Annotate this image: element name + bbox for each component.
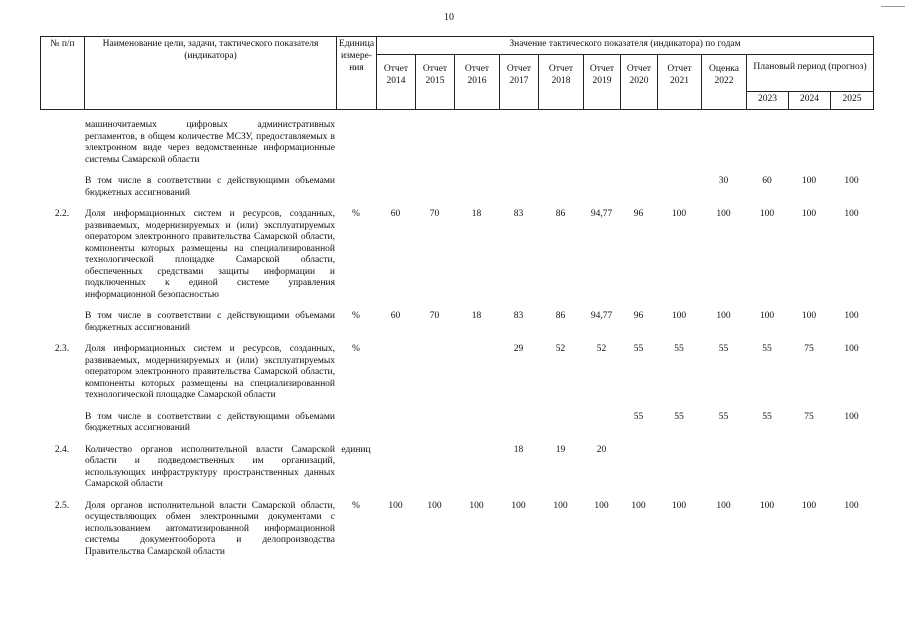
row-gap-cell [40, 491, 873, 501]
header-year-7 [658, 55, 702, 110]
row-value: 55 [674, 344, 684, 354]
row-name: машиночитаемых цифровых административных регламентов, в общем количестве МСЗУ, предоставляемых в электронном виде через ведомственные информационные системы Самарской области [85, 120, 335, 165]
header-num: № п/п [41, 37, 85, 110]
row-unit [336, 120, 376, 166]
header-plan-year-2: 2025 [831, 92, 874, 110]
row-value: 55 [633, 411, 644, 422]
row-name: Доля органов исполнительной власти Самарской области, осуществляющих обмен электронными документами с использованием автоматизированной информационной системы документооборота и делопроизводства Правительства Самарской области [85, 500, 335, 557]
row-unit: единиц [341, 444, 371, 455]
row-value [583, 120, 620, 166]
header-year-1 [416, 55, 455, 110]
indicator-table-header [40, 36, 874, 110]
row-value: 100 [594, 500, 609, 511]
row-number: 2.3. [54, 344, 70, 354]
row-value: 19 [555, 444, 566, 455]
row-value: 83 [513, 209, 524, 219]
row-value: 60 [390, 209, 401, 219]
row-gap-cell [40, 334, 873, 344]
row-value [538, 412, 583, 435]
row-unit: % [352, 500, 360, 511]
row-value: 75 [804, 344, 814, 354]
row-value: 100 [716, 500, 731, 511]
header-plan-year-1: 2024 [789, 92, 831, 110]
row-value: 55 [762, 344, 772, 354]
header-year-6 [621, 55, 658, 110]
row-value [746, 445, 788, 491]
row-value: 18 [513, 444, 524, 455]
header-year-0 [377, 55, 416, 110]
row-value [620, 120, 657, 166]
page-edge-line [881, 6, 905, 7]
row-unit: % [352, 311, 360, 321]
row-value [454, 445, 499, 491]
row-value [499, 120, 538, 166]
header-year-value: 2015 [425, 76, 445, 86]
table-row [40, 120, 873, 166]
row-value: 55 [718, 411, 729, 422]
row-value: 18 [471, 209, 482, 219]
header-year-value: 2019 [592, 76, 612, 86]
row-value: 70 [429, 209, 440, 219]
row-number [40, 176, 84, 199]
row-value [376, 412, 415, 435]
header-plan: Плановый период (прогноз) [747, 55, 874, 92]
row-value: 96 [633, 209, 644, 219]
row-value: 100 [427, 500, 442, 511]
row-value: 100 [844, 209, 859, 219]
row-value: 20 [596, 444, 607, 455]
row-value: 100 [801, 500, 817, 511]
row-value [376, 344, 415, 402]
row-value: 100 [671, 209, 687, 219]
row-value [415, 344, 454, 402]
row-value: 55 [633, 344, 644, 354]
table-row [40, 501, 873, 559]
header-year-value: 2021 [670, 76, 689, 86]
row-value: 96 [633, 311, 644, 321]
header-year-8 [702, 55, 747, 110]
table-row [40, 311, 873, 334]
row-name: В том числе в соответствии с действующими объемами бюджетных ассигнований [85, 176, 335, 198]
row-gap [40, 166, 873, 176]
row-value [657, 120, 701, 166]
table-row [40, 176, 873, 199]
row-value: 100 [716, 209, 731, 219]
row-gap [40, 402, 873, 412]
row-value: 60 [762, 176, 772, 186]
row-gap-cell [40, 301, 873, 311]
row-value: 52 [596, 344, 607, 354]
indicator-table-body [40, 120, 873, 558]
row-unit: % [352, 344, 360, 354]
header-year-label: Оценка [709, 64, 739, 74]
row-value: 100 [844, 500, 859, 511]
row-value [415, 412, 454, 435]
row-value: 100 [671, 311, 687, 321]
row-value: 55 [762, 411, 772, 422]
header-year-value: 2016 [467, 76, 487, 86]
header-year-value: 2020 [629, 76, 649, 86]
row-value [746, 120, 788, 166]
row-value: 86 [555, 311, 566, 321]
row-value: 100 [631, 500, 646, 511]
row-value: 100 [716, 311, 731, 321]
row-value [620, 445, 657, 491]
row-value [657, 445, 701, 491]
row-value [376, 445, 415, 491]
row-value [620, 176, 657, 199]
row-value: 100 [801, 176, 817, 186]
row-value: 100 [469, 500, 484, 511]
row-value: 100 [844, 344, 859, 354]
row-value: 100 [759, 500, 775, 511]
header-year-label: Отчет [506, 64, 532, 74]
row-gap [40, 435, 873, 445]
table-row [40, 412, 873, 435]
row-value [788, 445, 830, 491]
header-year-3 [500, 55, 539, 110]
row-value [454, 344, 499, 402]
header-plan-year-0: 2023 [747, 92, 789, 110]
header-year-label: Отчет [589, 64, 615, 74]
row-unit [336, 176, 376, 199]
header-year-label: Отчет [667, 64, 692, 74]
row-value: 100 [759, 311, 775, 321]
row-name: Доля информационных систем и ресурсов, созданных, развиваемых, модернизируемых и (или) эксплуатируемых оператором электронного правительства Самарской области, компоненты которых размещены на специализированной технологической площадке Самарской области [85, 344, 335, 400]
row-number [40, 120, 84, 166]
page-number: 10 [444, 12, 454, 23]
header-values: Значение тактического показателя (индикатора) по годам [377, 37, 874, 55]
row-value [701, 445, 746, 491]
row-gap [40, 199, 873, 209]
table-row [40, 209, 873, 301]
row-value: 52 [555, 344, 566, 354]
row-name: Доля информационных систем и ресурсов, созданных, развиваемых, модернизируемых и (или) эксплуатируемых оператором электронного правительства Самарской области, компоненты которых размещены на специализированной технологической площадке Самарской области, обеспеченных средствами защиты информации и подключенных к единой системе управления информационной безопасностью [85, 209, 335, 300]
row-value [583, 412, 620, 435]
row-value: 100 [388, 500, 403, 511]
row-value: 100 [759, 209, 775, 219]
header-year-label: Отчет [383, 64, 409, 74]
row-value: 100 [671, 500, 687, 511]
row-value [830, 445, 873, 491]
row-value [454, 120, 499, 166]
row-unit [336, 412, 376, 435]
header-year-value: 2017 [509, 76, 529, 86]
row-value [415, 176, 454, 199]
header-year-label: Отчет [422, 64, 448, 74]
row-value: 100 [844, 311, 859, 321]
row-name: В том числе в соответствии с действующими объемами бюджетных ассигнований [85, 411, 335, 433]
header-year-value: 2022 [714, 76, 734, 86]
table-row [40, 344, 873, 402]
row-value [657, 176, 701, 199]
row-value: 100 [553, 500, 568, 511]
header-year-value: 2014 [386, 76, 406, 86]
row-value [415, 445, 454, 491]
row-gap [40, 491, 873, 501]
row-value: 94,77 [590, 209, 613, 219]
row-name: В том числе в соответствии с действующими объемами бюджетных ассигнований [85, 311, 335, 333]
row-value [376, 176, 415, 199]
row-number: 2.5. [54, 500, 70, 511]
row-number: 2.2. [54, 209, 70, 219]
row-value [454, 412, 499, 435]
row-value: 100 [844, 176, 859, 186]
row-value [788, 120, 830, 166]
header-year-label: Отчет [626, 64, 652, 74]
row-value: 55 [674, 411, 684, 422]
row-gap [40, 334, 873, 344]
header-year-4 [539, 55, 584, 110]
row-value: 86 [555, 209, 566, 219]
row-value [499, 412, 538, 435]
row-number [40, 311, 84, 334]
row-value [415, 120, 454, 166]
row-value [376, 120, 415, 166]
table-row [40, 445, 873, 491]
row-name: Количество органов исполнительной власти Самарской области и подведомственных им организаций, использующих инфраструктуру пространственных данных Самарской области [85, 444, 335, 489]
row-value: 55 [718, 344, 729, 354]
row-value: 60 [390, 311, 401, 321]
row-gap-cell [40, 402, 873, 412]
header-year-2 [455, 55, 500, 110]
header-unit: Единица измере-ния [337, 37, 377, 110]
row-value: 18 [471, 311, 482, 321]
row-value [499, 176, 538, 199]
row-gap-cell [40, 199, 873, 209]
row-gap-cell [40, 435, 873, 445]
row-unit: % [352, 209, 360, 219]
row-value: 29 [513, 344, 524, 354]
row-value [583, 176, 620, 199]
row-value: 30 [718, 176, 729, 186]
header-year-label: Отчет [548, 64, 574, 74]
row-value: 75 [804, 411, 814, 422]
row-value [830, 120, 873, 166]
row-value [701, 120, 746, 166]
row-value [538, 120, 583, 166]
header-name: Наименование цели, задачи, тактического показателя (индикатора) [85, 37, 337, 110]
row-value: 100 [801, 209, 817, 219]
row-gap-cell [40, 166, 873, 176]
row-value: 94,77 [590, 311, 613, 321]
row-gap [40, 301, 873, 311]
row-number: 2.4. [54, 444, 70, 455]
header-year-value: 2018 [551, 76, 571, 86]
header-year-label: Отчет [464, 64, 490, 74]
header-year-5 [584, 55, 621, 110]
row-value: 83 [513, 311, 524, 321]
row-value [454, 176, 499, 199]
row-value: 70 [429, 311, 440, 321]
row-value [538, 176, 583, 199]
row-value: 100 [511, 500, 526, 511]
row-number [40, 412, 84, 435]
row-value: 100 [844, 411, 859, 422]
row-value: 100 [801, 311, 817, 321]
